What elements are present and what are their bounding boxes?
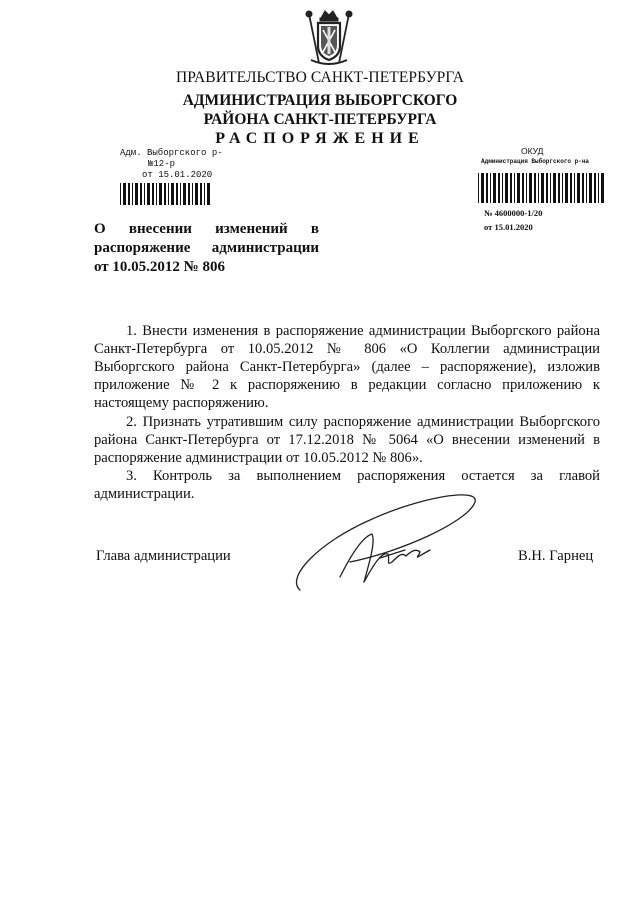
paragraph-2 [94,413,600,467]
barcode-bar [582,173,584,203]
registration-stamp-right [484,206,542,234]
barcode-bar [144,183,145,205]
barcode-bar [562,173,563,203]
barcode-bar [123,183,126,205]
barcode-bar [558,173,560,203]
barcode-bar [176,183,178,205]
okud-label: ОКУД [521,146,544,156]
barcode-bar [565,173,568,203]
signatory-position: Глава администрации [96,548,231,564]
barcode-bar [147,183,150,205]
barcode-bar [526,173,527,203]
signatory-name: В.Н. Гарнец [518,548,594,564]
barcode-bar [164,183,166,205]
barcode-bar [538,173,539,203]
barcode-bar [553,173,556,203]
barcode-bar [200,183,202,205]
barcode-bar [168,183,169,205]
barcode-bar [140,183,142,205]
barcode-bar [478,173,479,203]
barcode-bar [502,173,503,203]
barcode-bar [135,183,138,205]
barcode-bar [570,173,572,203]
barcode-bar [490,173,491,203]
barcode-right [478,173,604,203]
barcode-bar [486,173,488,203]
barcode-bar [594,173,596,203]
barcode-bar [577,173,580,203]
subject-line3: от 10.05.2012 № 806 [94,259,225,275]
subject-line2: распоряжение администрации [94,240,319,256]
stamp-right-number: № 4600000-1/20 [484,208,543,218]
document-type: РАСПОРЯЖЕНИЕ [215,130,425,147]
stamp-org: Адм. Выборгского р- [120,148,223,158]
barcode-bar [156,183,157,205]
subject-line1: О внесении изменений в [94,221,319,237]
barcode-bar [589,173,592,203]
barcode-bar [192,183,193,205]
stamp-number: №12-р [148,159,176,169]
paragraph-1-text: 1. Внести изменения в распоряжение администрации Выборгского района Санкт-Петербурга от 10.05.2012 № 806 «О Коллегии администрации Выборгского района Санкт-Петербурга» (далее – распоряжение), изложив приложение № 2 к распоряжению в редакции согласно приложению к настоящему распоряжению. [94,323,600,411]
paragraph-1 [94,322,600,412]
barcode-bar [159,183,162,205]
barcode-bar [522,173,524,203]
barcode-bar [171,183,174,205]
handwritten-signature [280,482,490,602]
administration-title-line2: РАЙОНА САНКТ-ПЕТЕРБУРГА [203,111,437,128]
barcode-bar [598,173,599,203]
barcode-bar [195,183,198,205]
barcode-bar [204,183,205,205]
paragraph-3-text: 3. Контроль за выполнением распоряжения остается за главой администрации. [94,468,600,502]
barcode-bar [481,173,484,203]
stamp-right-date: от 15.01.2020 [484,222,533,232]
barcode-bar [498,173,500,203]
barcode-bar [601,173,604,203]
barcode-bar [541,173,544,203]
barcode-bar [132,183,133,205]
barcode-bar [493,173,496,203]
barcode-bar [120,183,121,205]
barcode-bar [546,173,548,203]
paragraph-2-text: 2. Признать утратившим силу распоряжение администрации Выборгского района Санкт-Петербурга от 17.12.2018 № 5064 «О внесении изменений в распоряжение администрации от 10.05.2012 № 806». [94,414,600,466]
barcode-bar [510,173,512,203]
registration-stamp-left [120,148,223,181]
barcode-bar [514,173,515,203]
government-title: ПРАВИТЕЛЬСТВО САНКТ-ПЕТЕРБУРГА [175,69,465,86]
barcode-bar [128,183,130,205]
barcode-bar [586,173,587,203]
barcode-bar [207,183,210,205]
stamp-date: от 15.01.2020 [142,170,213,180]
document-subject [94,220,319,277]
barcode-bar [505,173,508,203]
barcode-bar [517,173,520,203]
barcode-bar [550,173,551,203]
administration-title-line1: АДМИНИСТРАЦИЯ ВЫБОРГСКОГО [182,92,458,109]
stamp-right-org: Администрация Выборгского р-на [481,158,590,165]
barcode-bar [188,183,190,205]
coat-of-arms-icon [301,8,357,68]
administration-title [0,91,640,129]
barcode-bar [534,173,536,203]
barcode-bar [180,183,181,205]
barcode-bar [574,173,575,203]
barcode-bar [152,183,154,205]
barcode-bar [183,183,186,205]
barcode-bar [529,173,532,203]
barcode-left [120,183,212,205]
